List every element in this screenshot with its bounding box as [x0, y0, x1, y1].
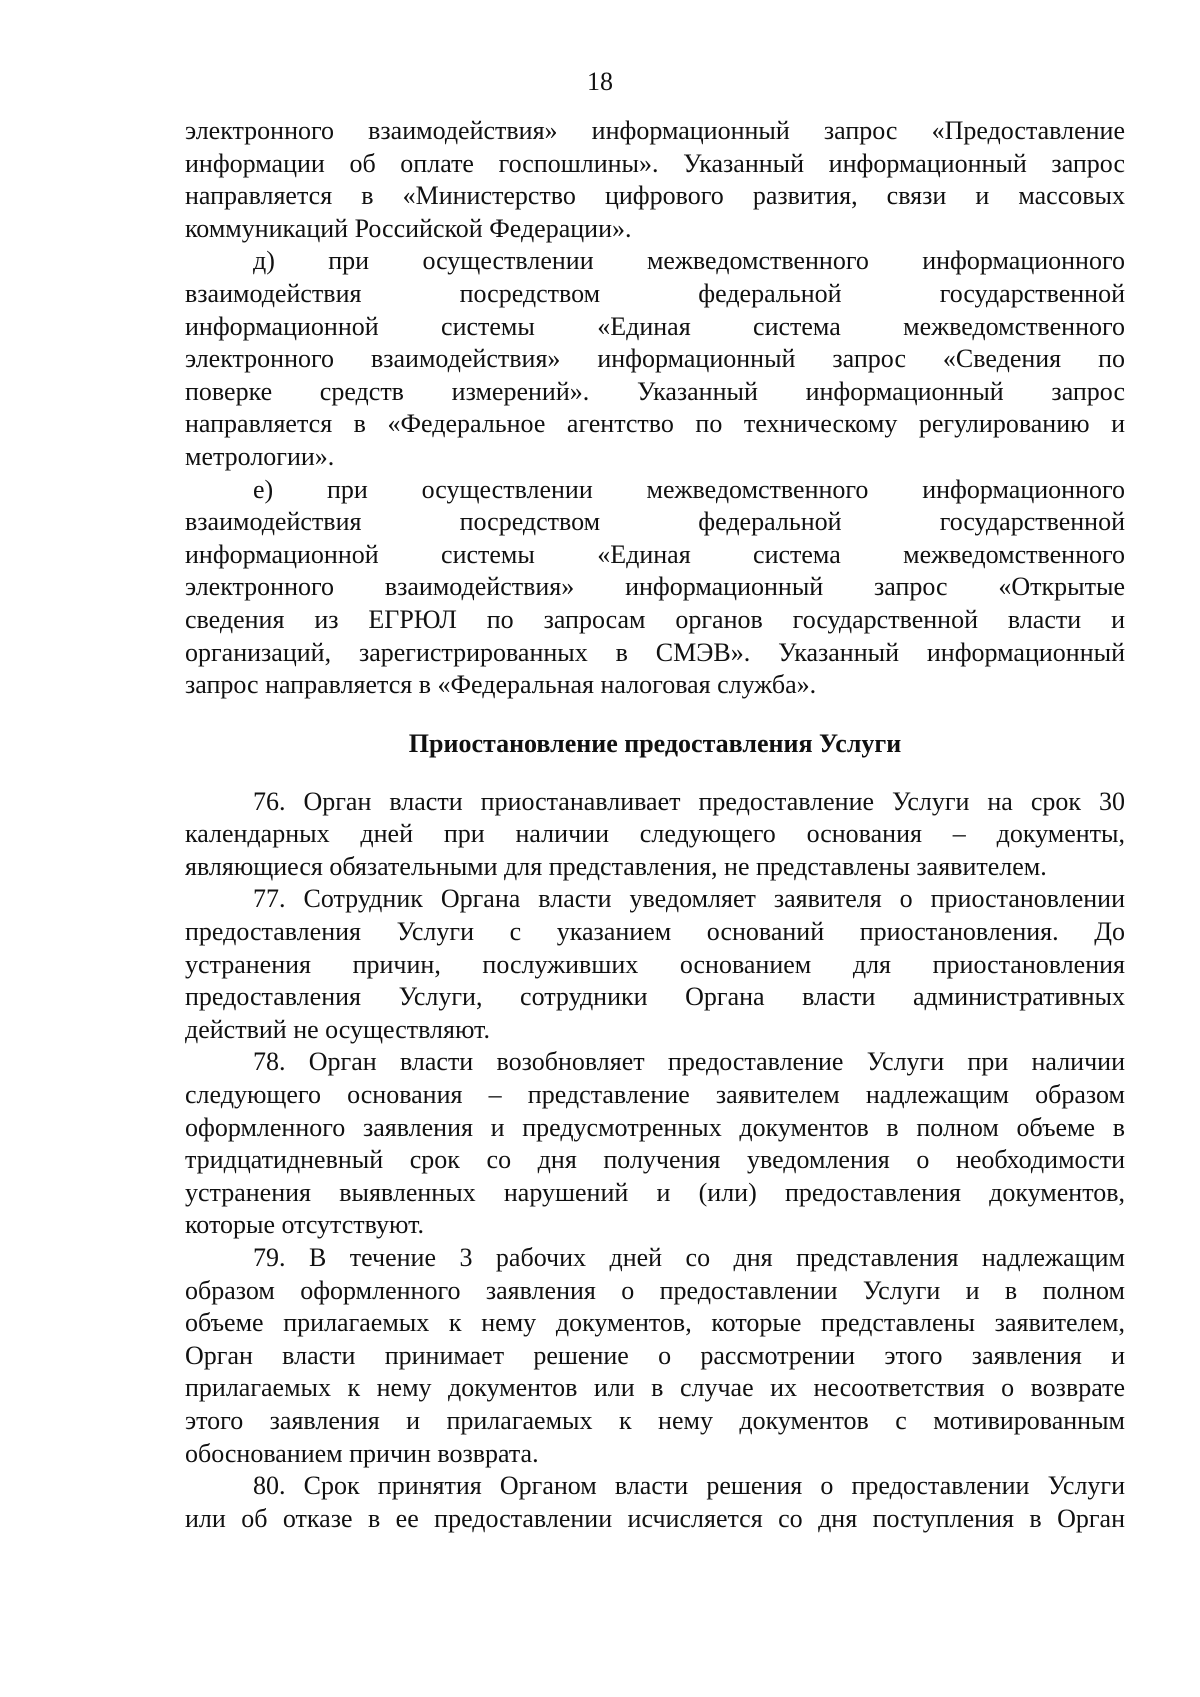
text-line: следующего основания – представление заявителем надлежащим образом [185, 1080, 1125, 1110]
text-block-after-heading [185, 786, 1125, 1536]
text-line: объеме прилагаемых к нему документов, которые представлены заявителем, [185, 1308, 1125, 1338]
text-line: электронного взаимодействия» информационный запрос «Сведения по [185, 344, 1125, 374]
text-line: предоставления Услуги с указанием оснований приостановления. До [185, 917, 1125, 947]
text-line: направляется в «Федеральное агентство по техническому регулированию и [185, 409, 1125, 439]
text-line: прилагаемых к нему документов или в случае их несоответствия о возврате [185, 1373, 1125, 1403]
text-line: устранения причин, послуживших основанием для приостановления [185, 949, 1125, 979]
text-line: этого заявления и прилагаемых к нему документов с мотивированным [185, 1405, 1125, 1435]
text-line: 76. Орган власти приостанавливает предоставление Услуги на срок 30 [253, 786, 1125, 816]
text-line: которые отсутствуют. [185, 1210, 424, 1240]
text-line: направляется в «Министерство цифрового развития, связи и массовых [185, 181, 1125, 211]
text-line: устранения выявленных нарушений и (или) предоставления документов, [185, 1177, 1125, 1207]
text-line: тридцатидневный срок со дня получения уведомления о необходимости [185, 1145, 1125, 1175]
text-line: предоставления Услуги, сотрудники Органа власти административных [185, 982, 1125, 1012]
page-number: 18 [587, 67, 613, 96]
text-line: действий не осуществляют. [185, 1014, 490, 1044]
text-line: организаций, зарегистрированных в СМЭВ». Указанный информационный [185, 637, 1125, 667]
text-line: 77. Сотрудник Органа власти уведомляет заявителя о приостановлении [253, 884, 1125, 914]
text-line: коммуникаций Российской Федерации». [185, 213, 632, 243]
text-line: электронного взаимодействия» информационный запрос «Предоставление [185, 116, 1125, 145]
text-block-before-heading [185, 115, 1125, 702]
text-line: запрос направляется в «Федеральная налоговая служба». [185, 670, 817, 700]
text-line: обоснованием причин возврата. [185, 1438, 539, 1468]
text-line: д) при осуществлении межведомственного информационного [253, 246, 1125, 276]
text-line: е) при осуществлении межведомственного информационного [253, 474, 1125, 504]
document-body [185, 115, 1125, 1535]
text-line: электронного взаимодействия» информационный запрос «Открытые [185, 572, 1125, 602]
text-line: информационной системы «Единая система межведомственного [185, 539, 1125, 569]
text-line: или об отказе в ее предоставлении исчисляется со дня поступления в Орган [185, 1503, 1125, 1533]
text-line: оформленного заявления и предусмотренных документов в полном объеме в [185, 1112, 1125, 1142]
text-line: Орган власти принимает решение о рассмотрении этого заявления и [185, 1340, 1125, 1370]
text-line: информационной системы «Единая система межведомственного [185, 311, 1125, 341]
text-line: являющиеся обязательными для представления, не представлены заявителем. [185, 851, 1047, 881]
text-line: метрологии». [185, 441, 335, 471]
text-line: образом оформленного заявления о предоставлении Услуги и в полном [185, 1275, 1125, 1305]
text-line: сведения из ЕГРЮЛ по запросам органов государственной власти и [185, 604, 1125, 634]
section-heading: Приостановление предоставления Услуги [408, 728, 902, 758]
text-line: 80. Срок принятия Органом власти решения о предоставлении Услуги [253, 1471, 1125, 1501]
text-line: 79. В течение 3 рабочих дней со дня представления надлежащим [253, 1243, 1125, 1272]
text-line: информации об оплате госпошлины». Указанный информационный запрос [185, 148, 1125, 178]
text-line: взаимодействия посредством федеральной государственной [185, 278, 1125, 308]
text-line: календарных дней при наличии следующего основания – документы, [185, 819, 1125, 849]
text-line: взаимодействия посредством федеральной государственной [185, 507, 1125, 537]
text-line: поверке средств измерений». Указанный информационный запрос [185, 376, 1125, 406]
text-line: 78. Орган власти возобновляет предоставление Услуги при наличии [253, 1047, 1125, 1077]
